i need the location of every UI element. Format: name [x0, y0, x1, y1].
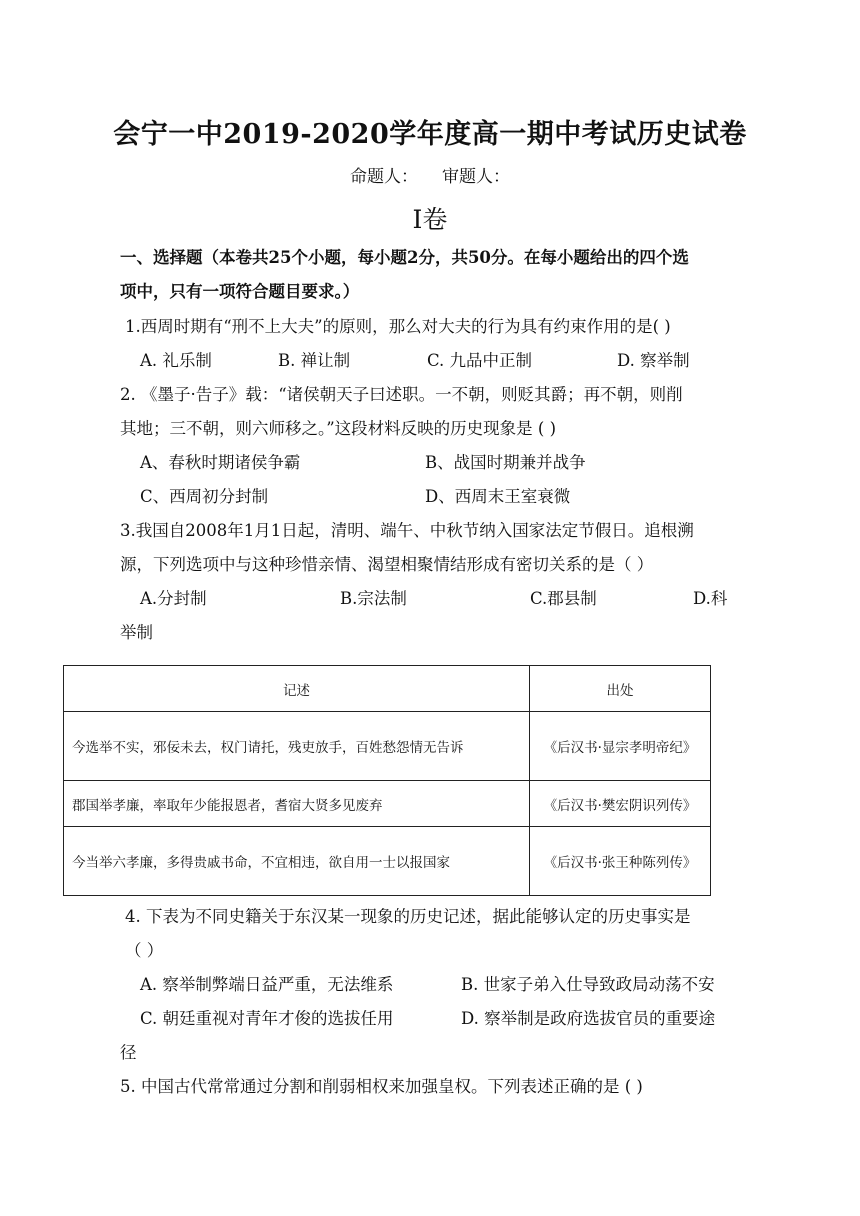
q3-option-b: B.宗法制 — [340, 589, 407, 608]
table-cell-record: 今当举六孝廉，多得贵戚书命，不宜相违，欲自用一士以报国家 — [64, 827, 530, 896]
table-cell-source: 《后汉书·显宗孝明帝纪》 — [530, 712, 711, 781]
q1-option-c: C. 九品中正制 — [427, 351, 533, 370]
q2-option-b: B、战国时期兼并战争 — [425, 453, 586, 472]
setter-label: 命题人： — [350, 167, 418, 187]
volume-heading: Ⅰ卷 — [412, 205, 448, 234]
q1-option-a: A. 礼乐制 — [140, 351, 212, 370]
q4-stem-line2: （ ） — [125, 941, 164, 960]
q1-stem: 1.西周时期有“刑不上大夫”的原则，那么对大夫的行为具有约束作用的是( ) — [125, 317, 671, 336]
table-row — [64, 712, 711, 781]
q3-stem-line1: 3.我国自2008年1月1日起，清明、端午、中秋节纳入国家法定节假日。追根溯 — [120, 521, 694, 540]
q3-option-d: D.科 — [693, 589, 728, 608]
q2-option-a: A、春秋时期诸侯争霸 — [140, 453, 301, 472]
table-cell-record: 郡国举孝廉，率取年少能报恩者，耆宿大贤多见废弃 — [64, 781, 530, 827]
table-cell-source: 《后汉书·张王种陈列传》 — [530, 827, 711, 896]
q2-option-d: D、西周末王室衰微 — [425, 487, 571, 506]
section-heading-line1: 一、选择题（本卷共25个小题，每小题2分，共50分。在每小题给出的四个选 — [120, 248, 689, 267]
q4-option-d-wrap: 径 — [120, 1043, 137, 1062]
table-header-source: 出处 — [530, 666, 711, 712]
table-header-row — [64, 666, 711, 712]
table-row — [64, 827, 711, 896]
table-row — [64, 781, 711, 827]
q3-option-a: A.分封制 — [140, 589, 207, 608]
q1-option-d: D. 察举制 — [617, 351, 690, 370]
q2-stem-line2: 其地；三不朝，则六师移之。”这段材料反映的历史现象是 ( ) — [120, 419, 557, 438]
table-header-record: 记述 — [64, 666, 530, 712]
section-heading-line2: 项中，只有一项符合题目要求。） — [120, 282, 360, 301]
reviewer-label: 审题人： — [442, 167, 510, 187]
q4-option-b: B. 世家子弟入仕导致政局动荡不安 — [461, 975, 715, 994]
q4-option-d: D. 察举制是政府选拔官员的重要途 — [461, 1009, 716, 1028]
q5-stem: 5. 中国古代常常通过分割和削弱相权来加强皇权。下列表述正确的是 ( ) — [120, 1077, 643, 1096]
records-table — [63, 665, 711, 896]
q1-option-b: B. 禅让制 — [278, 351, 351, 370]
q4-stem-line1: 4. 下表为不同史籍关于东汉某一现象的历史记述，据此能够认定的历史事实是 — [125, 907, 691, 926]
q4-option-c: C. 朝廷重视对青年才俊的选拔任用 — [140, 1009, 394, 1028]
q3-option-c: C.郡县制 — [530, 589, 597, 608]
page-title: 会宁一中2019-2020学年度高一期中考试历史试卷 — [113, 119, 747, 150]
q2-option-c: C、西周初分封制 — [140, 487, 269, 506]
table-cell-source: 《后汉书·樊宏阴识列传》 — [530, 781, 711, 827]
table-cell-record: 今选举不实，邪佞未去，权门请托，残吏放手，百姓愁怨情无告诉 — [64, 712, 530, 781]
q3-stem-line2: 源，下列选项中与这种珍惜亲情、渴望相聚情结形成有密切关系的是（ ） — [120, 555, 654, 574]
q2-stem-line1: 2. 《墨子·告子》载：“诸侯朝天子曰述职。一不朝，则贬其爵；再不朝，则削 — [120, 385, 683, 404]
q4-option-a: A. 察举制弊端日益严重，无法维系 — [140, 975, 394, 994]
q3-option-d-wrap: 举制 — [120, 623, 153, 642]
authors-line — [0, 162, 860, 187]
